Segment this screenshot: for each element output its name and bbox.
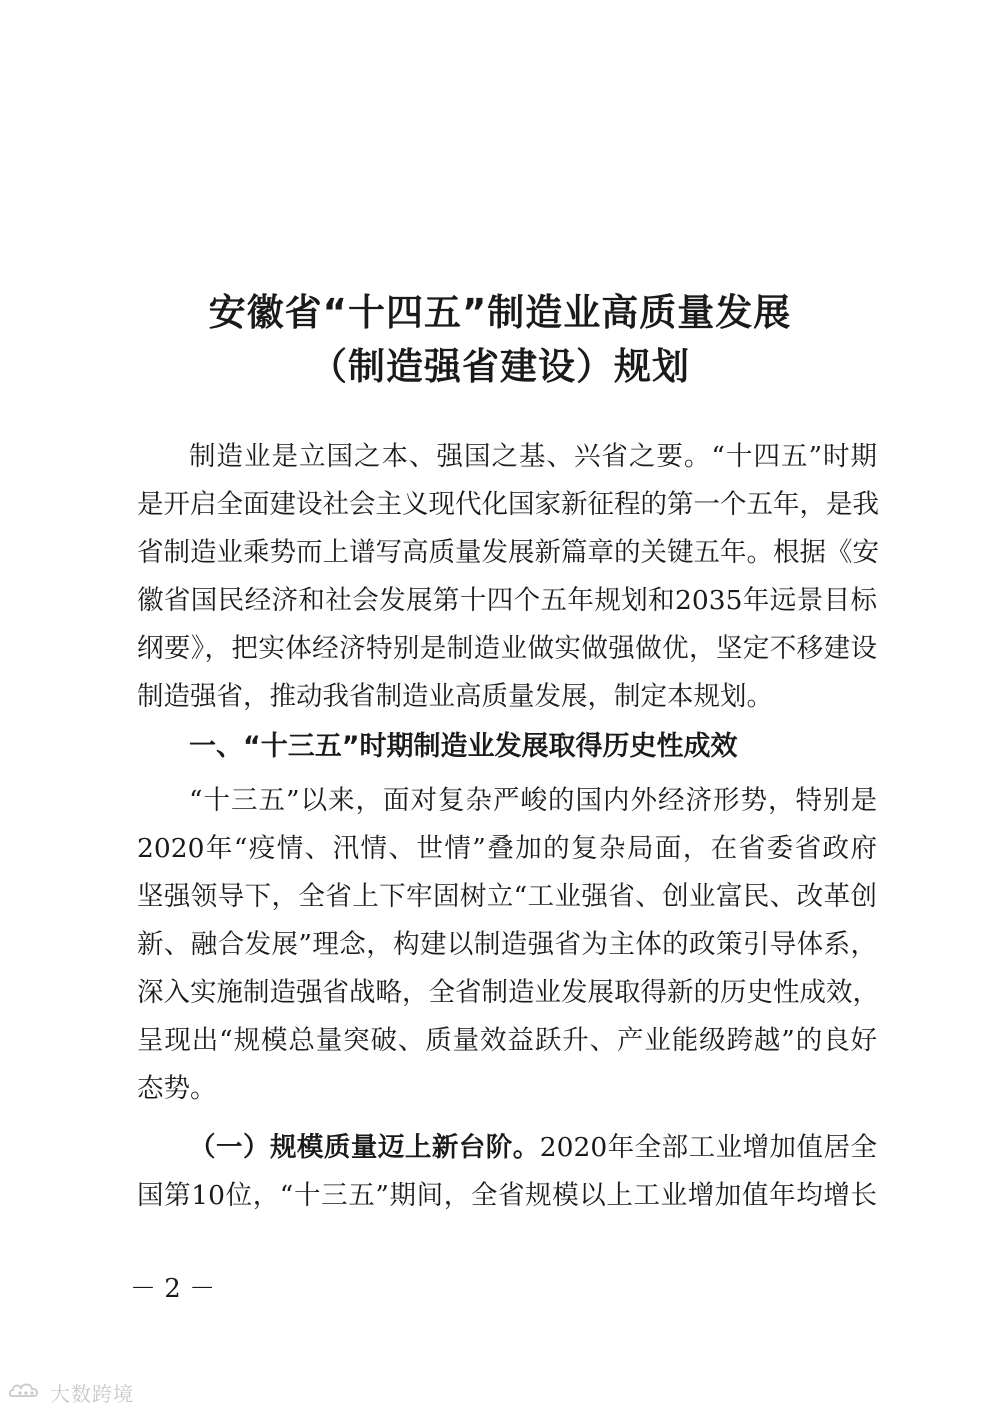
subsection-1-line-1 bbox=[189, 1132, 877, 1163]
section-1-line-2: 2020年“疫情、汛情、世情”叠加的复杂局面，在省委省政府 bbox=[137, 833, 877, 864]
subsection-1-line-2: 国第10位，“十三五”期间，全省规模以上工业增加值年均增长 bbox=[137, 1180, 877, 1211]
intro-line-5: 纲要》，把实体经济特别是制造业做实做强做优，坚定不移建设 bbox=[137, 633, 877, 664]
subsection-1-text: 2020年全部工业增加值居全 bbox=[539, 1132, 877, 1163]
intro-line-1: 制造业是立国之本、强国之基、兴省之要。“十四五”时期 bbox=[189, 441, 877, 472]
document-title-line-1: 安徽省“十四五”制造业高质量发展 bbox=[208, 291, 792, 334]
section-1-line-4: 新、融合发展”理念，构建以制造强省为主体的政策引导体系， bbox=[137, 929, 877, 960]
intro-line-3: 省制造业乘势而上谱写高质量发展新篇章的关键五年。根据《安 bbox=[137, 537, 879, 568]
section-1-line-3: 坚强领导下，全省上下牢固树立“工业强省、创业富民、改革创 bbox=[137, 881, 877, 912]
page-number: － 2 － bbox=[130, 1274, 216, 1304]
section-1-line-1: “十三五”以来，面对复杂严峻的国内外经济形势，特别是 bbox=[189, 785, 877, 816]
cloud-logo-icon bbox=[8, 1380, 46, 1406]
watermark-text: 大数跨境 bbox=[50, 1382, 134, 1406]
section-1-line-7: 态势。 bbox=[137, 1073, 217, 1104]
watermark bbox=[8, 1378, 134, 1407]
section-1-line-6: 呈现出“规模总量突破、质量效益跃升、产业能级跨越”的良好 bbox=[137, 1025, 877, 1056]
section-1-heading: 一、“十三五”时期制造业发展取得历史性成效 bbox=[189, 731, 738, 762]
intro-line-2: 是开启全面建设社会主义现代化国家新征程的第一个五年，是我 bbox=[137, 489, 879, 520]
intro-line-6: 制造强省，推动我省制造业高质量发展，制定本规划。 bbox=[137, 681, 773, 712]
subsection-1-heading: （一）规模质量迈上新台阶。 bbox=[189, 1132, 540, 1163]
document-title-line-2: （制造强省建设）规划 bbox=[310, 345, 690, 388]
section-1-line-5: 深入实施制造强省战略，全省制造业发展取得新的历史性成效， bbox=[137, 977, 879, 1008]
intro-line-4: 徽省国民经济和社会发展第十四个五年规划和2035年远景目标 bbox=[137, 585, 877, 616]
